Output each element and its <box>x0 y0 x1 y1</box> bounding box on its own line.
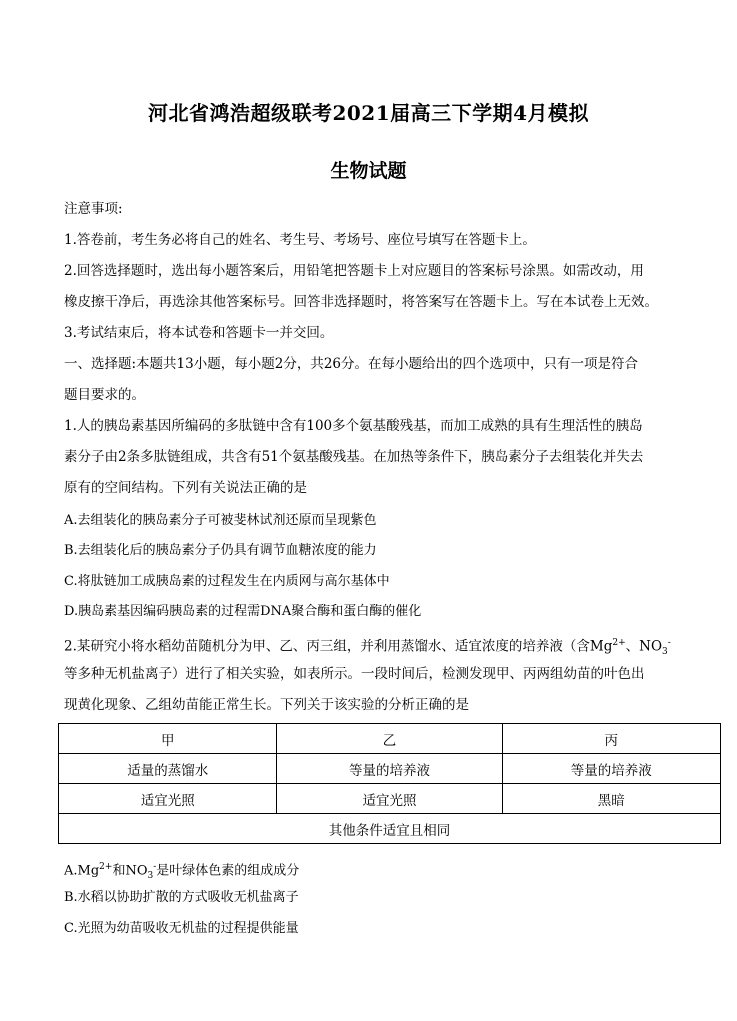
section-heading: 一、选择题:本题共13小题，每小题2分，共26分。在每小题给出的四个选项中，只有一项是符合 <box>64 356 638 372</box>
q2-opt-a-text-1: A.Mg <box>64 863 100 879</box>
table-header-cell: 乙 <box>277 724 502 754</box>
q2-opt-a-sub: 3 <box>147 870 154 881</box>
q2-stem-line-1 <box>64 634 671 661</box>
q2-opt-a-text-2: 和NO <box>112 863 148 879</box>
table-cell: 等量的培养液 <box>277 754 502 784</box>
notice-item-2-cont: 橡皮擦干净后，再选涂其他答案标号。回答非选择题时，将答案写在答题卡上。写在本试卷上无效。 <box>64 294 658 310</box>
page-title: 河北省鸿浩超级联考2021届高三下学期4月模拟 <box>147 101 590 125</box>
q2-opt-a-text-3: 是叶绿体色素的组成成分 <box>156 863 300 879</box>
q2-option-a <box>64 858 299 885</box>
q1-option-c: C.将肽链加工成胰岛素的过程发生在内质网与高尔基体中 <box>64 574 390 589</box>
notice-item-2: 2.回答选择题时，选出每小题答案后，用铅笔把答题卡上对应题目的答案标号涂黑。如需改动，用 <box>64 263 644 279</box>
q1-stem-line-1: 1.人的胰岛素基因所编码的多肽链中含有100多个氨基酸残基，而加工成熟的具有生理活性的胰岛 <box>64 418 643 434</box>
q2-opt-a-sup-1: 2+ <box>99 862 113 872</box>
q2-stem-text-a: 2.某研究小将水稻幼苗随机分为甲、乙、丙三组，并利用蒸馏水、适宜浓度的培养液（含Mg <box>64 638 613 655</box>
q1-option-a: A.去组装化的胰岛素分子可被斐林试剂还原而呈现紫色 <box>64 513 377 528</box>
notice-heading: 注意事项: <box>64 201 123 217</box>
q2-stem-sub: 3 <box>662 647 668 658</box>
table-footer-cell: 其他条件适宜且相同 <box>59 814 721 844</box>
table-header-cell: 甲 <box>59 724 277 754</box>
q2-option-b: B.水稻以协助扩散的方式吸收无机盐离子 <box>64 890 299 905</box>
table-cell: 适宜光照 <box>277 784 502 814</box>
q2-opt-a-sup-2: - <box>153 862 157 872</box>
table-cell: 等量的培养液 <box>502 754 720 784</box>
q1-option-d: D.胰岛素基因编码胰岛素的过程需DNA聚合酶和蛋白酶的催化 <box>64 604 422 619</box>
table-cell: 适宜光照 <box>59 784 277 814</box>
q2-option-c: C.光照为幼苗吸收无机盐的过程提供能量 <box>64 921 299 936</box>
section-heading-cont: 题目要求的。 <box>64 387 145 403</box>
q2-stem-line-3: 现黄化现象、乙组幼苗能正常生长。下列关于该实验的分析正确的是 <box>64 697 469 713</box>
q2-stem-text-b: 、NO <box>625 638 663 655</box>
table-row <box>59 724 721 754</box>
page-subtitle: 生物试题 <box>330 160 407 182</box>
notice-item-3: 3.考试结束后，将本试卷和答题卡一并交回。 <box>64 325 334 341</box>
q1-stem-line-3: 原有的空间结构。下列有关说法正确的是 <box>64 480 307 496</box>
table-row <box>59 754 721 784</box>
table-cell: 黑暗 <box>502 784 720 814</box>
q1-option-b: B.去组装化后的胰岛素分子仍具有调节血糖浓度的能力 <box>64 543 377 558</box>
q2-stem-line-2: 等多种无机盐离子）进行了相关实验，如表所示。一段时间后，检测发现甲、丙两组幼苗的叶色出 <box>64 666 645 682</box>
q2-stem-sup-2: - <box>667 638 671 648</box>
table-row <box>59 784 721 814</box>
table-row <box>59 814 721 844</box>
q2-table <box>58 723 721 844</box>
notice-item-1: 1.答卷前，考生务必将自己的姓名、考生号、考场号、座位号填写在答题卡上。 <box>64 232 536 248</box>
table-cell: 适量的蒸馏水 <box>59 754 277 784</box>
q2-stem-sup-1: 2+ <box>612 638 626 648</box>
table-header-cell: 丙 <box>502 724 720 754</box>
q1-stem-line-2: 素分子由2条多肽链组成，共含有51个氨基酸残基。在加热等条件下，胰岛素分子去组装化并失去 <box>64 449 644 465</box>
